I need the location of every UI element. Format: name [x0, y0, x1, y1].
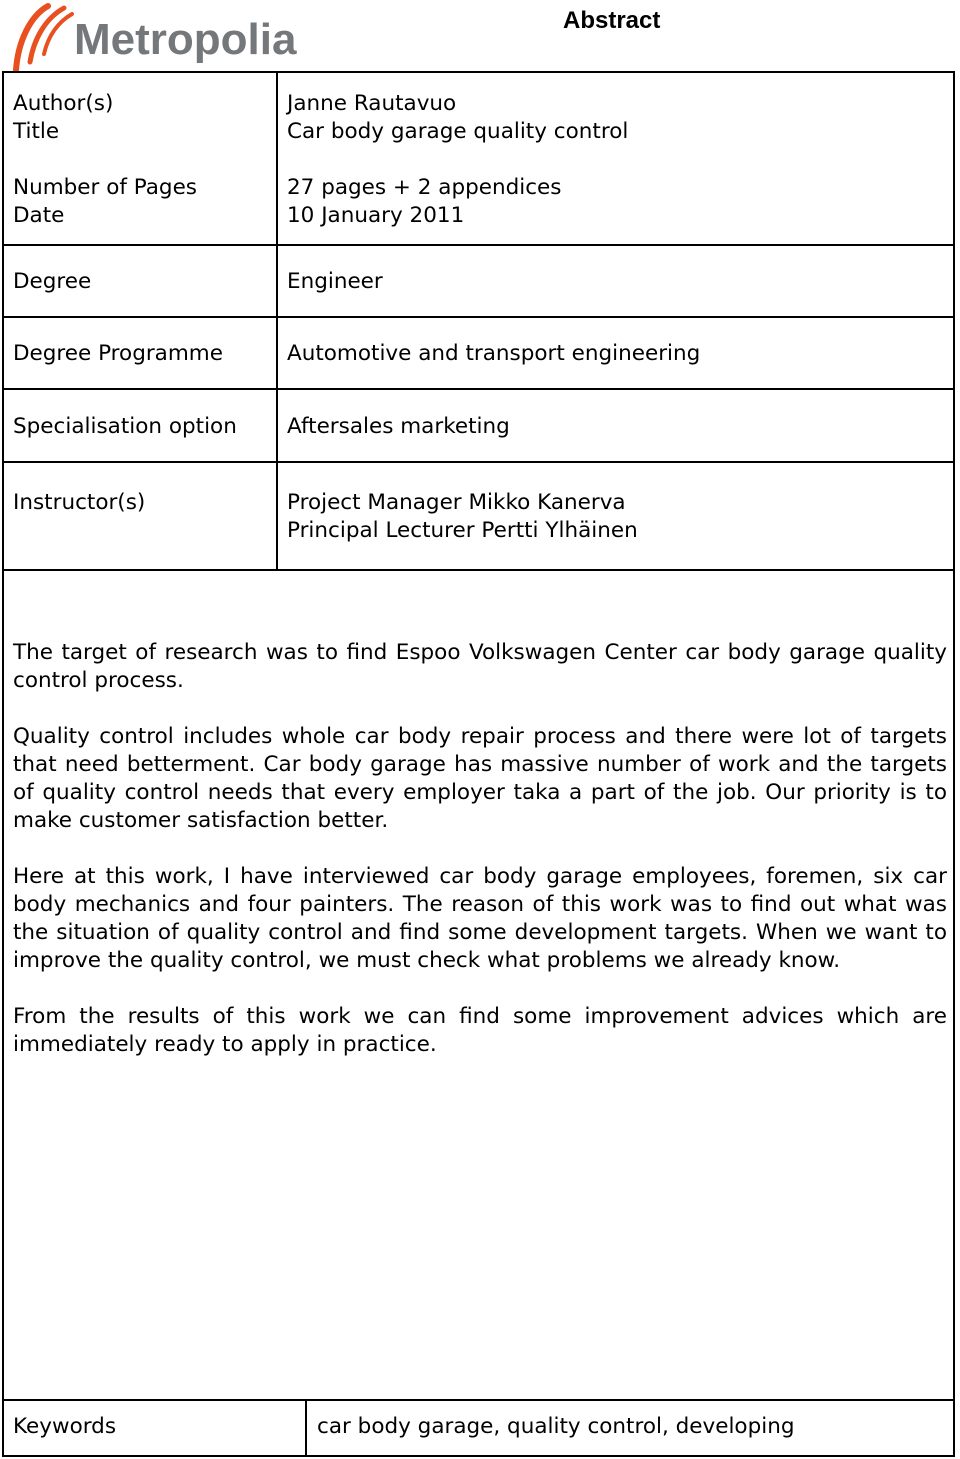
- column-divider: [276, 318, 278, 388]
- programme-label: Degree Programme: [13, 341, 223, 366]
- date-label: Date: [13, 203, 65, 228]
- instructor-1: Project Manager Mikko Kanerva: [287, 490, 626, 515]
- date-value: 10 January 2011: [287, 203, 465, 228]
- info-row-main: [4, 73, 953, 246]
- abstract-body: [13, 639, 947, 1087]
- pages-value: 27 pages + 2 appendices: [287, 175, 562, 200]
- column-divider: [276, 246, 278, 316]
- info-row-instructors: [4, 463, 953, 571]
- column-divider: [276, 390, 278, 461]
- specialisation-label: Specialisation option: [13, 414, 237, 439]
- info-row-degree: [4, 246, 953, 318]
- column-divider: [276, 463, 278, 569]
- title-label: Title: [13, 119, 60, 144]
- keywords-label: Keywords: [13, 1414, 117, 1439]
- info-row-programme: [4, 318, 953, 390]
- abstract-form: [2, 71, 955, 1457]
- abstract-paragraph: The target of research was to find Espoo Volkswagen Center car body garage quality control process.: [13, 640, 947, 693]
- author-label: Author(s): [13, 91, 114, 116]
- logo-wordmark: Metropolia: [74, 15, 297, 64]
- page-heading: Abstract: [563, 7, 661, 34]
- instructor-label: Instructor(s): [13, 490, 146, 515]
- info-row-specialisation: [4, 390, 953, 463]
- programme-value: Automotive and transport engineering: [287, 341, 701, 366]
- degree-value: Engineer: [287, 269, 383, 294]
- column-divider: [305, 1401, 307, 1455]
- abstract-paragraph: Quality control includes whole car body repair process and there were lot of targets that need betterment. Car body garage has massive number of work and the targets of quality control needs that every employer taka a part of the job. Our priority is to make customer satisfaction better.: [13, 724, 947, 833]
- metropolia-logo: [8, 2, 328, 72]
- keywords-value: car body garage, quality control, developing: [317, 1414, 795, 1439]
- column-divider: [276, 73, 278, 244]
- metropolia-swoosh-icon: [8, 2, 74, 72]
- specialisation-value: Aftersales marketing: [287, 414, 510, 439]
- abstract-paragraph: From the results of this work we can find some improvement advices which are immediately ready to apply in practice.: [13, 1004, 947, 1057]
- keywords-row: [4, 1399, 953, 1455]
- title-value: Car body garage quality control: [287, 119, 629, 144]
- degree-label: Degree: [13, 269, 92, 294]
- author-value: Janne Rautavuo: [287, 91, 457, 116]
- instructor-2: Principal Lecturer Pertti Ylhäinen: [287, 518, 638, 543]
- abstract-paragraph: Here at this work, I have interviewed car body garage employees, foremen, six car body mechanics and four painters. The reason of this work was to find out what was the situation of quality control and find some development targets. When we want to improve the quality control, we must check what problems we already know.: [13, 864, 947, 973]
- pages-label: Number of Pages: [13, 175, 198, 200]
